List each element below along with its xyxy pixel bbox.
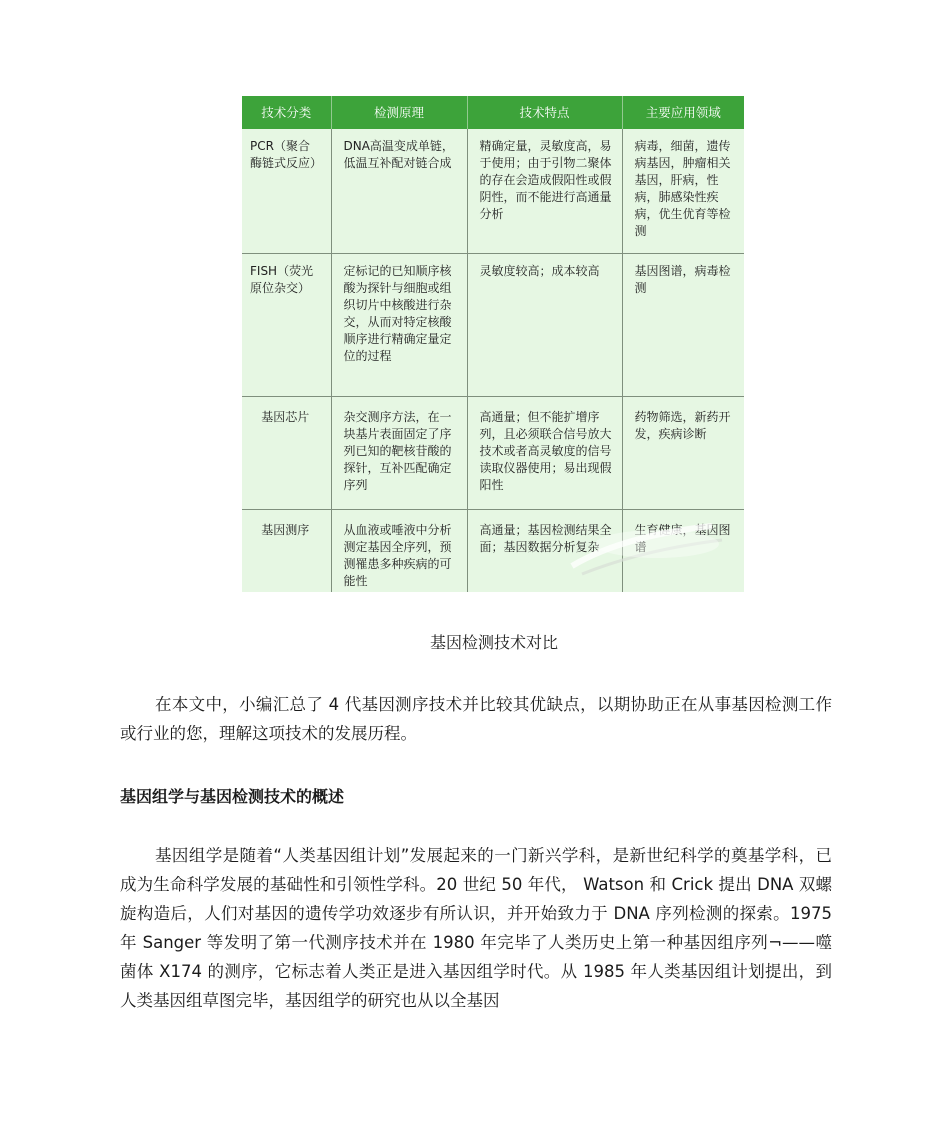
section-heading: 基因组学与基因检测技术的概述 [120,787,345,806]
cell-category: FISH（荧光原位杂交） [242,254,331,397]
cell-features: 精确定量，灵敏度高，易于使用；由于引物二聚体的存在会造成假阳性或假阴性，而不能进行高通量分析 [467,129,622,254]
header-principle: 检测原理 [331,96,467,129]
cell-principle: DNA高温变成单链，低温互补配对链合成 [331,129,467,254]
cell-applications: 基因图谱，病毒检测 [622,254,744,397]
cell-applications: 药物筛选，新药开发，疾病诊断 [622,397,744,510]
table-header-row [242,96,744,129]
cell-features: 高通量；但不能扩增序列，且必须联合信号放大技术或者高灵敏度的信号读取仪器使用；易出现假阳性 [467,397,622,510]
header-category: 技术分类 [242,96,331,129]
cell-principle: 从血液或唾液中分析测定基因全序列，预测罹患多种疾病的可能性 [331,510,467,593]
cell-applications: 病毒，细菌，遗传病基因，肿瘤相关基因，肝病，性病，肺感染性疾病，优生优育等检测 [622,129,744,254]
comparison-table [242,96,744,592]
cell-category: 基因芯片 [242,397,331,510]
header-features: 技术特点 [467,96,622,129]
table-row [242,397,744,510]
cell-features: 高通量；基因检测结果全面；基因数据分析复杂 [467,510,622,593]
cell-category: PCR（聚合酶链式反应） [242,129,331,254]
cell-category: 基因测序 [242,510,331,593]
table-row [242,510,744,593]
section-paragraph: 基因组学是随着“人类基因组计划”发展起来的一门新兴学科，是新世纪科学的奠基学科，已成为生命科学发展的基础性和引领性学科。20 世纪 50 年代， Watson 和 Crick 提出 DNA 双螺旋构造后，人们对基因的遗传学功效逐步有所认识，并开始致力于 DNA 序列检测的探索。1975 年 Sanger 等发明了第一代测序技术并在 1980 年完毕了人类历史上第一种基因组序列¬——噬菌体 X174 的测序，它标志着人类正是进入基因组学时代。从 1985 年人类基因组计划提出，到人类基因组草图完毕，基因组学的研究也从以全基因 [120,846,832,1010]
cell-features: 灵敏度较高；成本较高 [467,254,622,397]
intro-paragraph: 在本文中，小编汇总了 4 代基因测序技术并比较其优缺点，以期协助正在从事基因检测工作或行业的您，理解这项技术的发展历程。 [120,695,832,743]
figure-caption: 基因检测技术对比 [429,633,558,652]
table-row [242,254,744,397]
table-row [242,129,744,254]
cell-applications: 生育健康，基因图谱 [622,510,744,593]
cell-principle: 杂交测序方法，在一块基片表面固定了序列已知的靶核苷酸的探针，互补匹配确定序列 [331,397,467,510]
cell-principle: 定标记的已知顺序核酸为探针与细胞或组织切片中核酸进行杂交，从而对特定核酸顺序进行精确定量定位的过程 [331,254,467,397]
header-applications: 主要应用领域 [622,96,744,129]
comparison-table-image [242,96,744,592]
